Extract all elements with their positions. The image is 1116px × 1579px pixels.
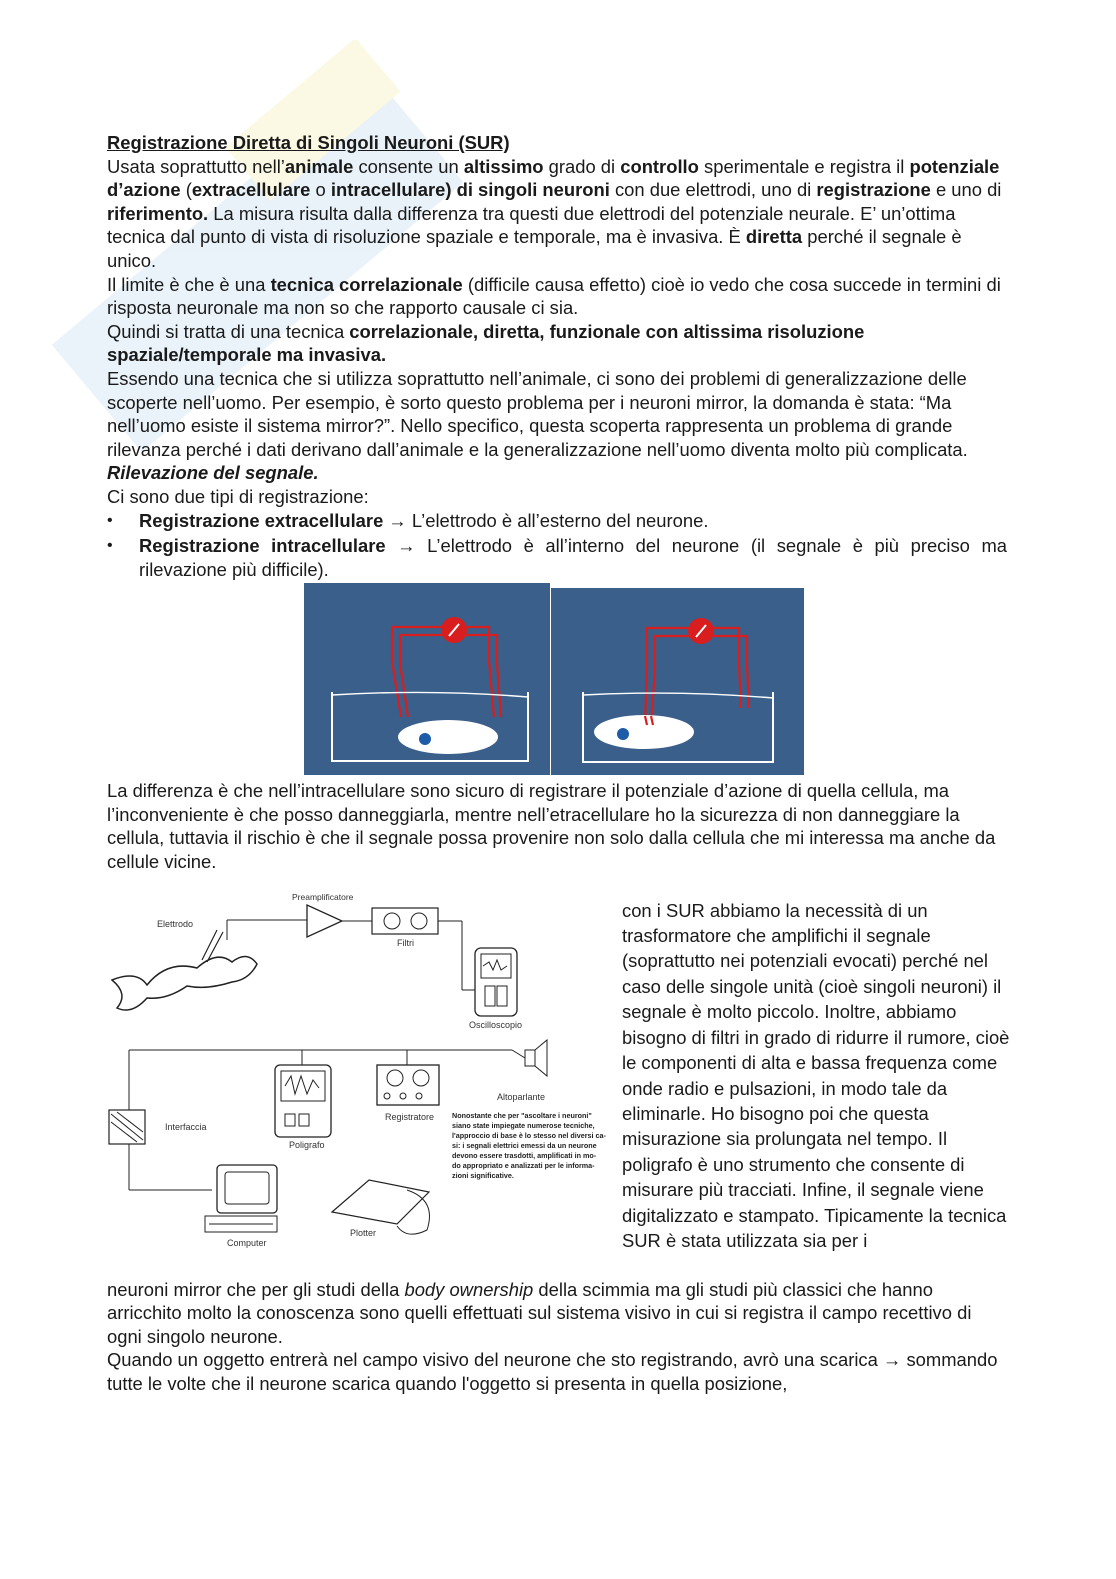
label-poligrafo: Poligrafo: [289, 1139, 325, 1150]
types-intro: Ci sono due tipi di registrazione:: [107, 485, 369, 507]
list-item: • Registrazione intracellulare → L’elettrodo è all’interno del neurone (il segnale è più preciso ma rilevazione più difficile).: [107, 535, 1007, 580]
note-line: Nonostante che per "ascoltare i neuroni": [452, 1110, 592, 1120]
summary-paragraph: Quindi si tratta di una tecnica correlazionale, diretta, funzionale con altissima risoluzione spaziale/temporale ma invasiva.: [107, 320, 865, 366]
label-registratore: Registratore: [385, 1111, 435, 1122]
extracellular-recording-figure: [304, 583, 550, 775]
note-line: do appropriato e analizzati per le informa-: [452, 1160, 595, 1170]
label-altoparlante: Altoparlante: [497, 1091, 546, 1102]
label-interfaccia: Interfaccia: [165, 1121, 207, 1132]
note-line: l'approccio di base è lo stesso nel diversi ca-: [452, 1130, 606, 1140]
signal-heading: Rilevazione del segnale.: [107, 462, 319, 484]
note-line: devono essere trasdotti, amplificati in mo-: [452, 1150, 597, 1160]
note-line: zioni significative.: [452, 1170, 514, 1180]
sur-setup-diagram: [107, 890, 607, 1258]
note-line: siano state impiegate numerose tecniche,: [452, 1120, 595, 1130]
bullet-icon: •: [107, 537, 113, 555]
last-paragraph: Quando un oggetto entrerà nel campo visivo del neurone che sto registrando, avrò una scarica → sommando tutte le volte che il neurone scarica quando l'oggetto si presenta in quella posizione,: [107, 1349, 998, 1395]
limit-paragraph: Il limite è che è una tecnica correlazionale (difficile causa effetto) cioè io vedo che cosa succede in termini di risposta neuronale ma non so che rapporto causale ci sia.: [107, 273, 1001, 319]
label-plotter: Plotter: [350, 1227, 377, 1238]
generalization-paragraph: Essendo una tecnica che si utilizza soprattutto nell’animale, ci sono dei problemi di generalizzazione delle scoperte nell’uomo. Per esempio, è sorto questo problema per i neuroni mirror, la domanda è stata: “Ma nell’uomo esiste il sistema mirror?”. Nello specifico, questa scoperta rappresenta un problema di grande rilevanza perché i dati derivano dall’animale e la generalizzazione nell’uomo diventa molto più complicata.: [107, 367, 968, 460]
difference-paragraph: La differenza è che nell’intracellulare sono sicuro di registrare il potenziale d’azione di quella cellula, ma l’inconveniente è che posso danneggiarla, mentre nell’etracellulare ho la sicurezza di non danneggiare la cellula, tuttavia il rischio è che il segnale possa provenire non solo dalla cellula che mi interessa ma anche da cellule vicine.: [107, 780, 996, 873]
sur-setup-section: [107, 891, 1010, 1278]
label-preamp: Preamplificatore: [292, 891, 354, 902]
side-paragraph: con i SUR abbiamo la necessità di un trasformatore che amplifichi il segnale (soprattutto nei potenziali evocati) perché nel caso delle singole unità (cioè singoli neuroni) il segnale è molto piccolo. Inoltre, abbiamo bisogno di filtri in grado di ridurre il rumore, cioè le componenti di alta e bassa frequenza come onde radio e pulsazioni, in modo tale da eliminarle. Ho bisogno poi che questa misurazione sia prolungata nel tempo. Il poligrafo è uno strumento che consente di misurare più tracciati. Infine, il segnale viene digitalizzato e stampato. Tipicamente la tecnica SUR è stata utilizzata sia per i: [622, 899, 1010, 1251]
label-oscilloscopio: Oscilloscopio: [469, 1019, 523, 1030]
electrode-figures: [107, 583, 1007, 777]
recording-types-list: [107, 509, 1007, 582]
document-page: [107, 131, 1010, 1396]
bullet-icon: •: [107, 511, 113, 529]
continuation-paragraph: neuroni mirror che per gli studi della body ownership della scimmia ma gli studi più classici che hanno arricchito molto la conoscenza sono quelli effettuati sul sistema visivo in cui si registra il campo recettivo di ogni singolo neurone.: [107, 1278, 972, 1347]
intro-paragraph: Usata soprattutto nell’animale consente un altissimo grado di controllo sperimentale e registra il potenziale d’azione (extracellulare o intracellulare) di singoli neuroni con due elettrodi, uno di registrazione e uno di riferimento. La misura risulta dalla differenza tra questi due elettrodi del potenziale neurale. E’ un’ottima tecnica dal punto di vista di risoluzione spaziale e temporale, ma è invasiva. È diretta perché il segnale è unico.: [107, 155, 1002, 271]
list-item: • Registrazione extracellulare → L’elettrodo è all’esterno del neurone.: [107, 509, 709, 531]
intracellular-recording-figure: [551, 588, 804, 775]
note-line: si: i segnali elettrici emessi da un neurone: [452, 1140, 597, 1150]
label-elettrodo: Elettrodo: [157, 918, 194, 929]
page-title: Registrazione Diretta di Singoli Neuroni (SUR): [107, 132, 510, 153]
label-computer: Computer: [227, 1237, 267, 1248]
label-filtri: Filtri: [397, 937, 414, 948]
